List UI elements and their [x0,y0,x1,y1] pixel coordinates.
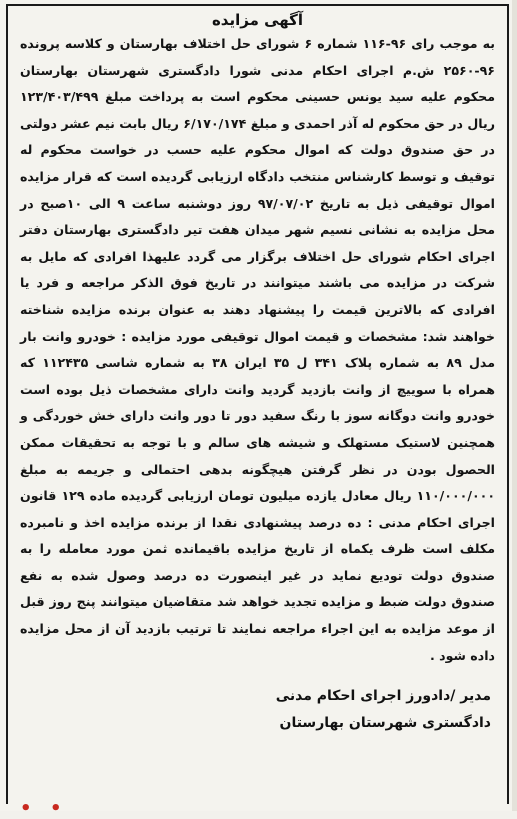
notice-body: به موجب رای ۹۶-۱۱۶ شماره ۶ شورای حل اختلاف بهارستان و کلاسه پرونده ۹۶-۲۵۶۰ ش.م اجرای احکام مدنی شورا دادگستری شهرستان بهارستان محکوم علیه سید یونس حسینی محکوم است به پرداخت مبلغ ۱۲۳/۴۰۳/۴۹۹ ریال در حق محکوم له آذر احمدی و مبلغ ۶/۱۷۰/۱۷۴ ریال بابت نیم عشر دولتی در حق صندوق دولت که اموال محکوم علیه حسب در خواست محکوم له توقیف و توسط کارشناس منتخب دادگاه ارزیابی گردیده است که قرار مزایده اموال توقیفی ذیل به تاریخ ۹۷/۰۷/۰۲ روز دوشنبه ساعت ۹ الی ۱۰صبح در محل مزایده به نشانی نسیم شهر میدان هفت تیر دادگستری بهارستان دفتر اجرای احکام شورای حل اختلاف برگزار می گردد علیهذا افرادی که مایل به شرکت در مزایده می باشند میتوانند در تاریخ فوق الذکر مراجعه و فرد یا افرادی که بالاترین قیمت را پیشنهاد دهند به عنوان برنده مزایده شناخته خواهند شد: مشخصات و قیمت اموال توقیفی مورد مزایده : خودرو وانت بار مدل ۸۹ به شماره پلاک ۳۴۱ ل ۳۵ ایران ۳۸ به شماره شاسی ۱۱۲۴۳۵ که همراه با سوییچ از وانت بازدید گردید وانت دارای مشخصات ذیل بوده است خودرو وانت دوگانه سوز با رنگ سفید دور تا دور وانت دارای خش خوردگی و همچنین لاستیک مستهلک و شیشه های سالم و با توجه به تحقیقات ممکن الحصول بودن در نظر گرفتن هیچگونه بدهی احتمالی و جریمه به مبلغ ۱۱۰/۰۰۰/۰۰۰ ریال معادل یازده میلیون تومان ارزیابی گردیده ماده ۱۲۹ قانون اجرای احکام مدنی : ده درصد پیشنهادی نقدا از برنده مزایده اخذ و نامبرده مکلف است ظرف یکماه از تاریخ مزایده باقیمانده ثمن مورد معامله را به صندوق دولت تودیع نماید در غیر اینصورت ده درصد وصول شده به نفع صندوق دولت ضبط و مزایده تجدید خواهد شد متقاضیان میتوانند پنج روز قبل از موعد مزایده به این اجراء مراجعه نمایند تا ترتیب بازدید آن از محل مزایده داده شود . [20,36,496,663]
signature-block [20,683,495,737]
signature-organization: دادگستری شهرستان بهارستان [279,715,491,732]
notice-title: آگهی مزایده [211,11,304,29]
clipped-red-mark: • • [20,798,62,819]
notice-frame [6,4,509,804]
page-edge [512,0,517,811]
signature-title: مدیر /دادورز اجرای احکام مدنی [275,688,491,705]
